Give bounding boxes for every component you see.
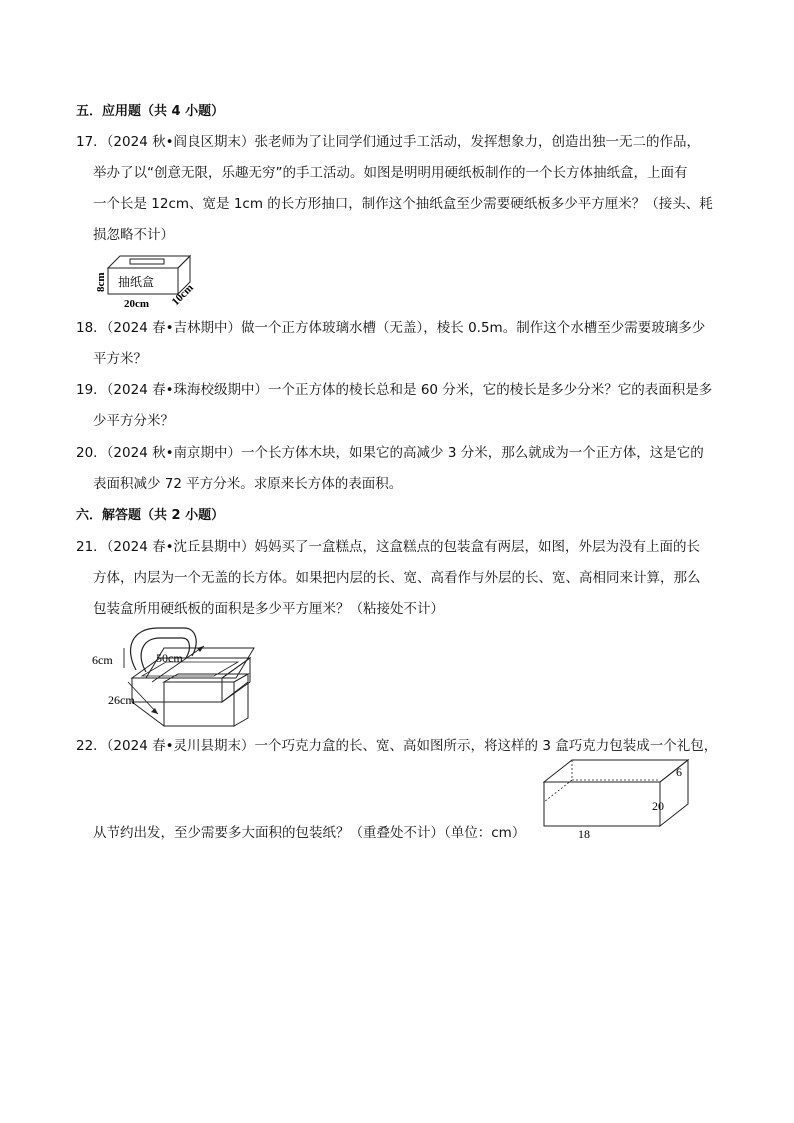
q19-line-2: 少平方分米？ [93, 413, 174, 429]
q18-line-2: 平方米？ [93, 351, 147, 367]
section-six-title: 六．解答题（共 2 小题） [76, 508, 225, 523]
q22-line-2: 从节约出发，至少需要多大面积的包装纸？（重叠处不计）（单位：cm） [93, 825, 526, 841]
q19-line-1: 19．（2024 春•珠海校级期中）一个正方体的棱长总和是 60 分米，它的棱长是多少分米？它的表面积是多 [76, 382, 713, 398]
cake-width-label: 26cm [108, 693, 135, 707]
q20-line-1: 20．（2024 秋•南京期中）一个长方体木块，如果它的高减少 3 分米，那么就成为一个正方体，这是它的 [76, 445, 704, 461]
q17-line-2: 举办了以“创意无限，乐趣无穷”的手工活动。如图是明明用硬纸板制作的一个长方体抽纸盒，上面有 [93, 165, 688, 181]
cake-height-label: 6cm [92, 653, 113, 667]
q21-line-1: 21．（2024 春•沈丘县期中）妈妈买了一盒糕点，这盒糕点的包装盒有两层，如图，外层为没有上面的长 [76, 539, 701, 555]
cake-box-figure [88, 622, 258, 728]
q21-line-2: 方体，内层为一个无盖的长方体。如果把内层的长、宽、高看作与外层的长、宽、高相同来计算，那么 [93, 570, 701, 586]
tissue-opening [130, 259, 164, 264]
cake-length-label: 50cm [156, 651, 183, 665]
q17-line-3: 一个长是 12cm、宽是 1cm 的长方形抽口，制作这个抽纸盒至少需要硬纸板多少平方厘米？（接头、耗 [93, 196, 713, 212]
q20-line-2: 表面积减少 72 平方分米。求原来长方体的表面积。 [93, 476, 403, 492]
tissue-length-label: 20cm [124, 298, 150, 310]
tissue-box-label: 抽纸盒 [118, 275, 155, 289]
choc-height-label: 6 [676, 765, 682, 779]
chocolate-box-figure [540, 758, 700, 842]
q17-line-4: 损忽略不计） [93, 227, 174, 243]
choc-width-label: 20 [652, 799, 664, 813]
tissue-width-label: 10cm [169, 281, 196, 309]
q21-line-3: 包装盒所用硬纸板的面积是多少平方厘米？（粘接处不计） [93, 601, 444, 617]
tissue-box-figure [88, 246, 208, 312]
q17-line-1: 17．（2024 秋•阎良区期末）张老师为了让同学们通过手工活动，发挥想象力，创造出独一无二的作品， [76, 134, 701, 150]
q22-line-1: 22．（2024 春•灵川县期末）一个巧克力盒的长、宽、高如图所示，将这样的 3 盒巧克力包装成一个礼包， [76, 738, 718, 754]
choc-length-label: 18 [578, 827, 590, 841]
section-five-title: 五．应用题（共 4 小题） [76, 104, 225, 119]
q18-line-1: 18．（2024 春•吉林期中）做一个正方体玻璃水槽（无盖），棱长 0.5m。制作这个水槽至少需要玻璃多少 [76, 320, 706, 336]
tissue-height-label: 8cm [95, 272, 107, 292]
